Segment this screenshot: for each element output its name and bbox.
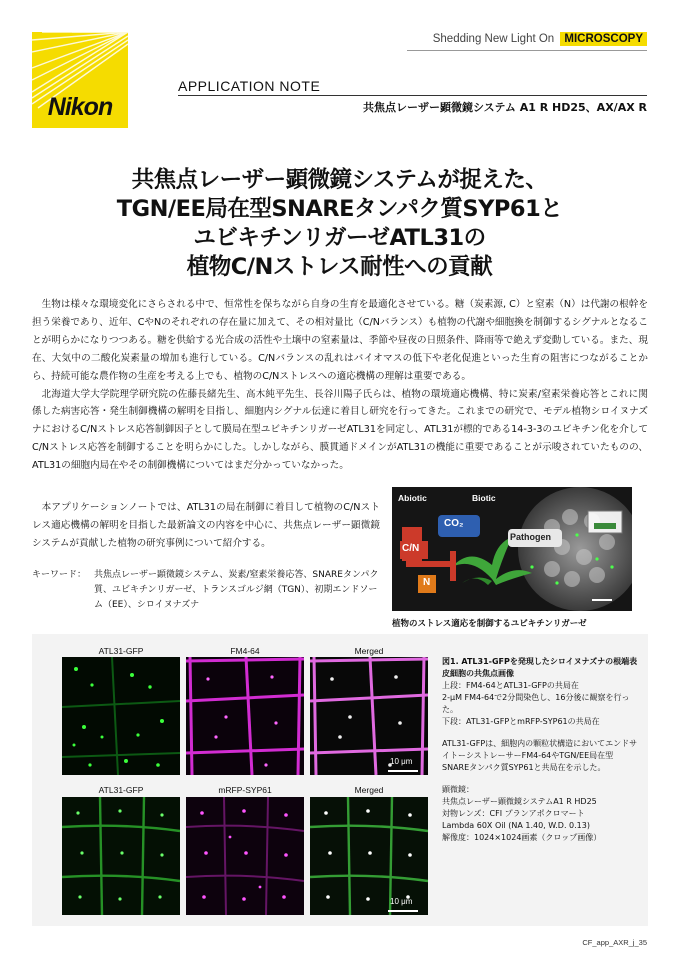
keywords-label: キーワード： — [32, 570, 87, 580]
micrograph-merged-2 — [310, 797, 428, 915]
document-code: CF_app_AXR_j_35 — [582, 938, 647, 947]
panel-label: Merged — [354, 785, 384, 795]
tagline-text: Shedding New Light On — [432, 33, 555, 45]
label-biotic: Biotic — [472, 493, 496, 503]
caption-line: 上段：FM4-64とATL31-GFPの共局在 — [442, 681, 579, 690]
section-label: APPLICATION NOTE — [178, 78, 321, 94]
system-name: 共焦点レーザー顕微鏡システム A1 R HD25、AX/AX R — [363, 101, 647, 114]
caption-spec: Lambda 60X Oil (NA 1.40, W.D. 0.13) — [442, 821, 590, 830]
caption-spec: 顕微鏡： — [442, 785, 474, 794]
intro-text — [32, 499, 380, 553]
panel-label: Merged — [354, 646, 384, 656]
label-cn: C/N — [402, 543, 420, 554]
nikon-logo — [32, 32, 128, 128]
illustration-caption: 植物のストレス適応を制御するユビキチンリガーゼ — [392, 619, 587, 629]
page-title — [0, 166, 679, 282]
micrograph-merged-1 — [310, 657, 428, 775]
panel-label: FM4-64 — [230, 646, 260, 656]
label-pathogen: Pathogen — [510, 532, 552, 542]
title-line: 共焦点レーザー顕微鏡システムが捉えた、 — [131, 167, 548, 193]
tagline-highlight: MICROSCOPY — [560, 32, 647, 46]
caption-spec: 解像度：1024×1024画素（クロップ画像） — [442, 833, 602, 842]
scale-label: 10 μm — [390, 897, 413, 906]
micrograph-atl31-gfp — [62, 657, 180, 775]
panel-label: mRFP-SYP61 — [218, 785, 272, 795]
paragraph: 北海道大学大学院理学研究院の佐藤長緒先生、高木純平先生、長谷川陽子氏らは、植物の環境適応機構、特に炭素/窒素栄養応答とこれに関係した病害応答・発生制御機構の解明を目指し、細胞内シグナル伝達に着目し研究を行ってきた。これまでの研究で、モデル植物シロイヌナズナにおけるC/Nストレス応答制御因子として膜局在型ユビキチンリガーゼATL31を同定し、ATL31が標的である14-3-3のユビキチン化を介してC/Nストレス応答を制御することを明らかにした。しかしながら、膜貫通ドメインがATL31の機能に重要であることが示唆されていたものの、ATL31の細胞内局在やその制御機構についてはまだ分かっていなかった。 — [32, 388, 648, 472]
tagline — [433, 33, 647, 45]
header-rule — [407, 50, 647, 51]
micrograph-mrfp-syp61 — [186, 797, 304, 915]
scale-label: 10 μm — [390, 757, 413, 766]
figure-caption — [442, 656, 638, 844]
caption-note: ATL31-GFPは、細胞内の顆粒状構造においてエンドサイトーシストレーサーFM4-64やTGN/EE局在型SNAREタンパク質SYP61と共局在を示した。 — [442, 739, 638, 772]
body-text — [32, 296, 648, 475]
illustration-graphic — [392, 487, 632, 611]
paragraph: 本アプリケーションノートでは、ATL31の局在制御に着目して植物のC/Nストレス適応機構の解明を目指した最新論文の内容を中心に、共焦点レーザー顕微鏡システムが貢献した植物の研究事例について紹介する。 — [32, 502, 380, 549]
panel-label: ATL31-GFP — [98, 785, 144, 795]
logo-word: Nikon — [47, 93, 113, 121]
micrograph-atl31-gfp-2 — [62, 797, 180, 915]
label-abiotic: Abiotic — [398, 493, 427, 503]
label-co2: CO₂ — [444, 518, 464, 529]
keywords-value: 共焦点レーザー顕微鏡システム、炭素/窒素栄養応答、SNAREタンパク質、ユビキチンリガーゼ、トランスゴルジ網（TGN）、初期エンドソーム（EE）、シロイヌナズナ — [94, 570, 379, 610]
panel-label: ATL31-GFP — [98, 646, 144, 656]
caption-heading: 図1. ATL31-GFPを発現したシロイヌナズナの根端表皮細胞の共焦点画像 — [442, 657, 638, 678]
label-n: N — [423, 577, 431, 588]
caption-spec: 共焦点レーザー顕微鏡システムA1 R HD25 — [442, 797, 597, 806]
caption-spec: 対物レンズ：CFI プランアポクロマート — [442, 809, 585, 818]
paragraph: 生物は様々な環境変化にさらされる中で、恒常性を保ちながら自身の生育を最適化させている。糖（炭素源, C）と窒素（N）は代謝の根幹を担う栄養であり、近年、CやNのそれぞれの存在量に加えて、その相対量比（C/Nバランス）も植物の代謝や細胞換を制御するシグナルとなることが明らかになりつつある。糖を供給する光合成の活性や土壌中の窒素量は、季節や昼夜の日照条件、降雨等で絶えず変動している。また、現在、大気中の二酸化炭素量の増加も進行している。C/Nバランスの乱れはバイオマスの低下や老化促進といった生育の阻害につながることから、持続可能な農作物の生産を考える上でも、植物のC/Nストレスへの適応機構の理解は重要である。 — [32, 299, 648, 382]
micrograph-fm4-64 — [186, 657, 304, 775]
section-rule — [178, 95, 647, 96]
caption-line: 下段：ATL31-GFPとmRFP-SYP61の共局在 — [442, 717, 600, 726]
title-line: TGN/EE局在型SNAREタンパク質SYP61と — [116, 196, 563, 222]
title-line: 植物C/Nストレス耐性への貢献 — [186, 254, 493, 280]
stress-illustration — [392, 487, 632, 611]
title-line: ユビキチンリガーゼATL31の — [193, 225, 486, 251]
caption-line: 2-μM FM4-64で2分間染色し、16分後に観察を行った。 — [442, 693, 630, 714]
keywords — [32, 568, 380, 613]
